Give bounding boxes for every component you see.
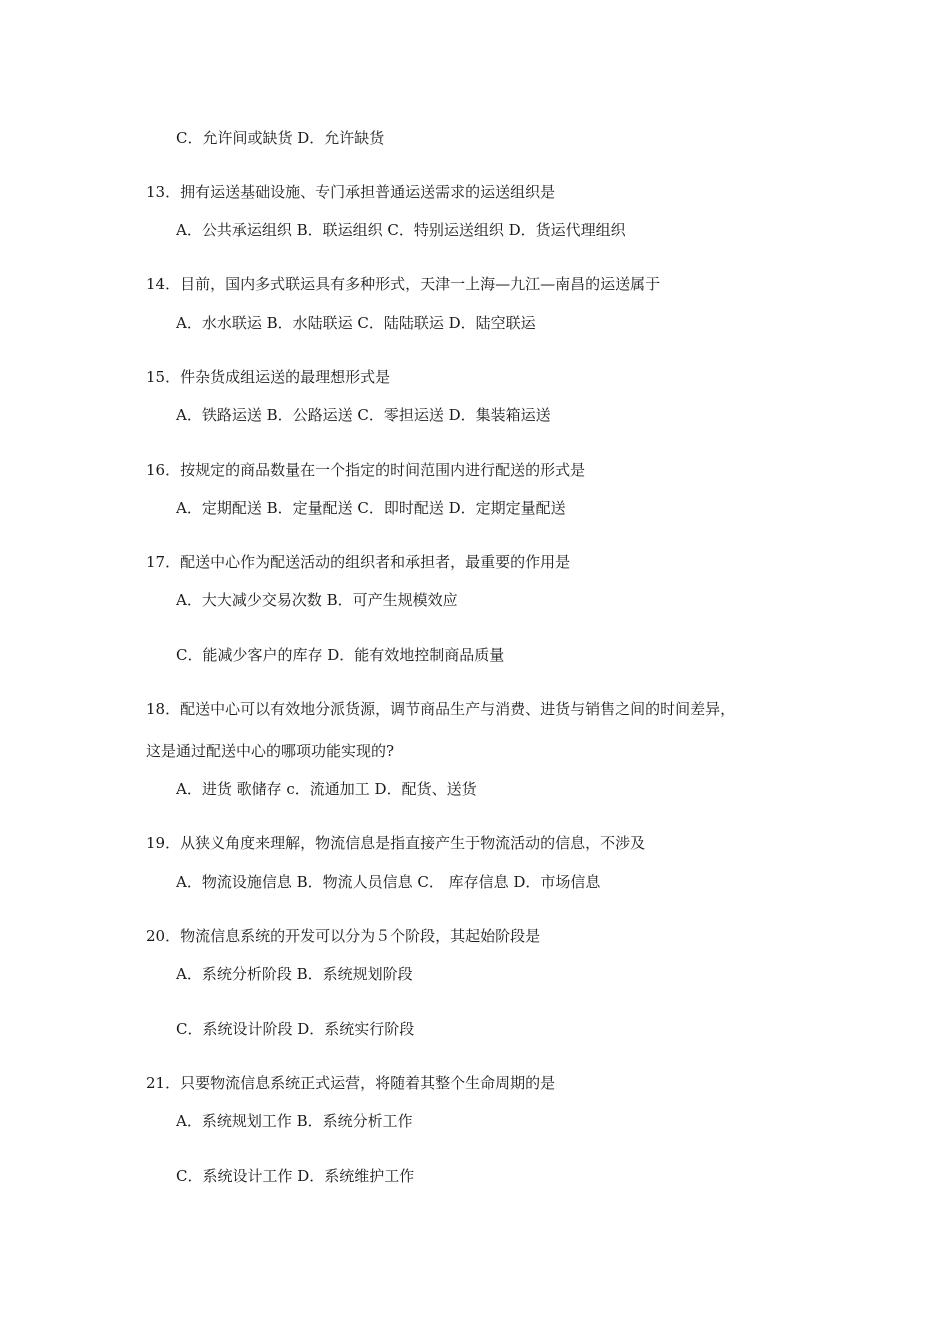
option-line: A．系统规划工作 B．系统分析工作 (176, 1112, 413, 1130)
option-line: C．允许间或缺货 D．允许缺货 (176, 129, 385, 147)
option-line: A．进货 歌储存 c．流通加工 D．配货、送货 (176, 780, 477, 798)
option-line: A．水水联运 B．水陆联运 C．陆陆联运 D．陆空联运 (176, 314, 536, 332)
question-20: 20．物流信息系统的开发可以分为５个阶段，其起始阶段是 (146, 927, 541, 945)
question-17: 17．配送中心作为配送活动的组织者和承担者，最重要的作用是 (146, 553, 571, 571)
option-line: A．定期配送 B．定量配送 C．即时配送 D．定期定量配送 (176, 499, 566, 517)
question-15: 15．件杂货成组运送的最理想形式是 (146, 368, 391, 386)
option-line: C．系统设计工作 D．系统维护工作 (176, 1167, 415, 1185)
option-line: A．公共承运组织 B．联运组织 C．特别运送组织 D．货运代理组织 (176, 221, 626, 239)
question-18: 18．配送中心可以有效地分派货源，调节商品生产与消费、进货与销售之间的时间差异， (146, 700, 736, 718)
question-21: 21．只要物流信息系统正式运营，将随着其整个生命周期的是 (146, 1074, 556, 1092)
question-13: 13．拥有运送基础设施、专门承担普通运送需求的运送组织是 (146, 183, 556, 201)
option-line: A．物流设施信息 B．物流人员信息 C． 库存信息 D．市场信息 (176, 873, 601, 891)
option-line: C．系统设计阶段 D．系统实行阶段 (176, 1020, 415, 1038)
question-14: 14．目前，国内多式联运具有多种形式，天津一上海—九江—南昌的运送属于 (146, 275, 661, 293)
option-line: A．铁路运送 B．公路运送 C．零担运送 D．集装箱运送 (176, 406, 551, 424)
option-line: A．大大减少交易次数 B．可产生规模效应 (176, 591, 458, 609)
option-line: C．能减少客户的库存 D．能有效地控制商品质量 (176, 646, 505, 664)
question-19: 19．从狭义角度来理解，物流信息是指直接产生于物流活动的信息，不涉及 (146, 834, 646, 852)
option-line: A．系统分析阶段 B．系统规划阶段 (176, 965, 413, 983)
question-18-continued: 这是通过配送中心的哪项功能实现的? (146, 742, 395, 760)
question-16: 16．按规定的商品数量在一个指定的时间范围内进行配送的形式是 (146, 461, 586, 479)
